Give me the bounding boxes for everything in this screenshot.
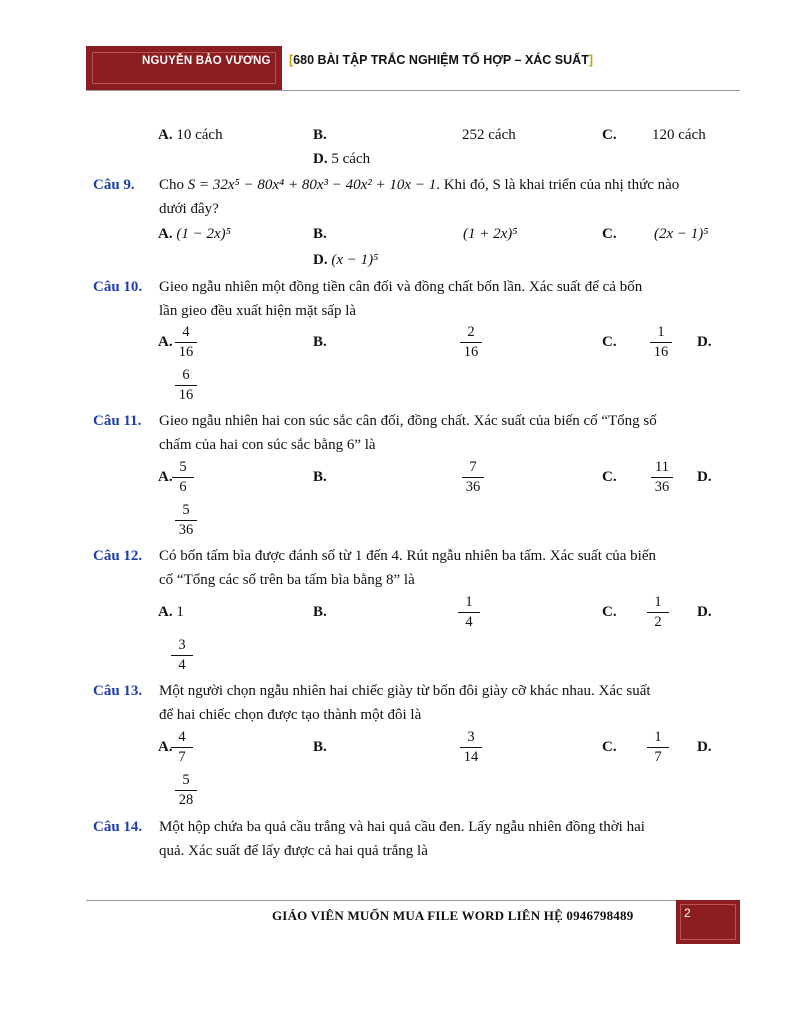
answer-b-label: B. [313,226,327,242]
answer-c-fraction: $\frac{1}{2}$ [647,594,669,631]
answer-b-fraction: $\frac{3}{14}$ [460,729,482,766]
header-rule [86,90,740,91]
answer-d-fraction: $\frac{6}{16}$ [175,367,197,404]
answer-c-text: 120 cách [652,127,706,143]
answer-a: A. 1 [158,604,184,620]
question-text-line1: Cho S = 32x⁵ − 80x⁴ + 80x³ − 40x² + 10x − 1. Khi đó, S là khai triển của nhị thức nào [159,177,680,193]
answer-b-text: 252 cách [462,127,516,143]
question-text-line1: Có bốn tấm bìa được đánh số từ 1 đến 4. Rút ngẫu nhiên ba tấm. Xác suất của biến [159,548,656,564]
question-label: Câu 10. [93,279,143,295]
answer-c-fraction: $\frac{1}{16}$ [650,324,672,361]
answer-d-label: D. [697,334,712,350]
question-text-line2: để hai chiếc chọn được tạo thành một đôi là [159,707,422,723]
answer-d: D. (x − 1)⁵ [313,252,379,268]
question-text-line1: Gieo ngẫu nhiên một đồng tiền cân đối và đồng chất bốn lần. Xác suất để cả bốn [159,279,643,295]
answer-b-label: B. [313,127,327,143]
answer-c-label: C. [602,226,617,242]
answer-b-label: B. [313,739,327,755]
question-text-line1: Gieo ngẫu nhiên hai con súc sắc cân đối, đồng chất. Xác suất của biến cố “Tổng số [159,413,657,429]
answer-a: A. 10 cách [158,127,223,143]
question-text-line1: Một hộp chứa ba quả cầu trắng và hai quả cầu đen. Lấy ngẫu nhiên đồng thời hai [159,819,645,835]
answer-c-fraction: $\frac{11}{36}$ [651,459,673,496]
answer-c-fraction: $\frac{1}{7}$ [647,729,669,766]
answer-b-fraction: $\frac{2}{16}$ [460,324,482,361]
question-label: Câu 9. [93,177,135,193]
question-text-line2: cố “Tổng các số trên ba tấm bìa bằng 8” là [159,572,415,588]
footer-rule [86,900,740,901]
answer-a-fraction: $\frac{4}{16}$ [175,324,197,361]
answer-c-label: C. [602,334,617,350]
answer-a-label: A. [158,469,173,485]
answer-d-label: D. [697,739,712,755]
answer-a: A. (1 − 2x)⁵ [158,226,231,242]
header-author: NGUYỄN BẢO VƯƠNG [142,55,271,67]
answer-c-label: C. [602,127,617,143]
question-label: Câu 11. [93,413,142,429]
answer-c-label: C. [602,739,617,755]
footer-contact: GIÁO VIÊN MUỐN MUA FILE WORD LIÊN HỆ 0946798489 [272,908,634,923]
answer-d-label: D. [697,604,712,620]
answer-a-fraction: $\frac{5}{6}$ [172,459,194,496]
question-label: Câu 13. [93,683,143,699]
answer-d-label: D. [697,469,712,485]
answer-b-label: B. [313,334,327,350]
header-title: [680 BÀI TẬP TRẮC NGHIỆM TỔ HỢP – XÁC SUẤT] [289,53,594,67]
question-text-line2: dưới đây? [159,201,219,217]
question-text-line1: Một người chọn ngẫu nhiên hai chiếc giày từ bốn đôi giày cỡ khác nhau. Xác suất [159,683,651,699]
page-number: 2 [684,906,691,920]
answer-b-fraction: $\frac{1}{4}$ [458,594,480,631]
question-label: Câu 12. [93,548,143,564]
question-text-line2: chấm của hai con súc sắc bằng 6” là [159,437,376,453]
question-text-line2: lần gieo đều xuất hiện mặt sấp là [159,303,357,319]
question-label: Câu 14. [93,819,143,835]
answer-d: D. 5 cách [313,151,371,167]
answer-a-label: A. [158,334,173,350]
answer-b-label: B. [313,604,327,620]
answer-a-label: A. [158,739,173,755]
answer-c-text: (2x − 1)⁵ [654,226,709,242]
answer-d-fraction: $\frac{3}{4}$ [171,637,193,674]
answer-c-label: C. [602,604,617,620]
answer-d-fraction: $\frac{5}{28}$ [175,772,197,809]
answer-b-fraction: $\frac{7}{36}$ [462,459,484,496]
answer-b-label: B. [313,469,327,485]
question-text-line2: quả. Xác suất để lấy được cả hai quả trắng là [159,843,428,859]
answer-d-fraction: $\frac{5}{36}$ [175,502,197,539]
answer-c-label: C. [602,469,617,485]
answer-b-text: (1 + 2x)⁵ [463,226,518,242]
answer-a-fraction: $\frac{4}{7}$ [171,729,193,766]
